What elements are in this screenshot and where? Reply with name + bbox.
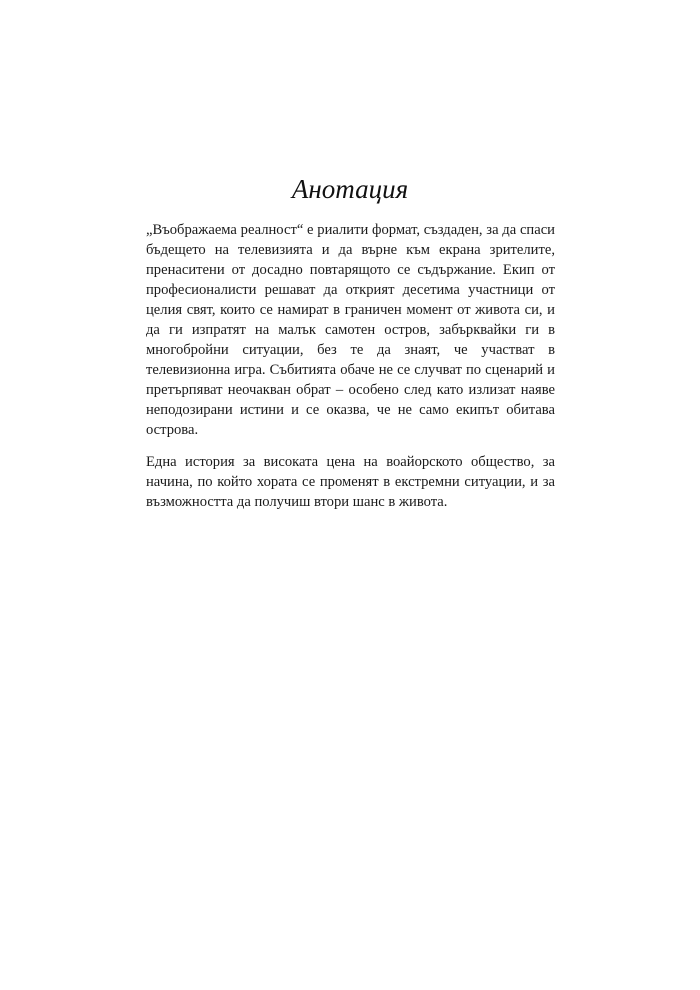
annotation-body: [146, 220, 555, 512]
page-title: Анотация: [291, 174, 409, 204]
annotation-paragraph-2: Една история за високата цена на воайорското общество, за начина, по който хората се променят в екстремни ситуации, и за възможността да получиш втори шанс в живота.: [146, 454, 555, 510]
annotation-paragraph-1: „Въображаема реалност“ е риалити формат, създаден, за да спаси бъдещето на телевизията и да върне към екрана зрителите, пренаситени от досадно повтарящото се съдържание. Екип от професионалисти решават да открият десетима участници от целия свят, които се намират в граничен момент от живота си, и да ги изпратят на малък самотен остров, забърквайки ги в многобройни ситуации, без те да знаят, че участват в телевизионна игра. Събитията обаче не се случват по сценарий и претърпяват неочакван обрат – особено след като излизат наяве неподозирани истини и се оказва, че не само екипът обитава острова.: [146, 222, 555, 438]
